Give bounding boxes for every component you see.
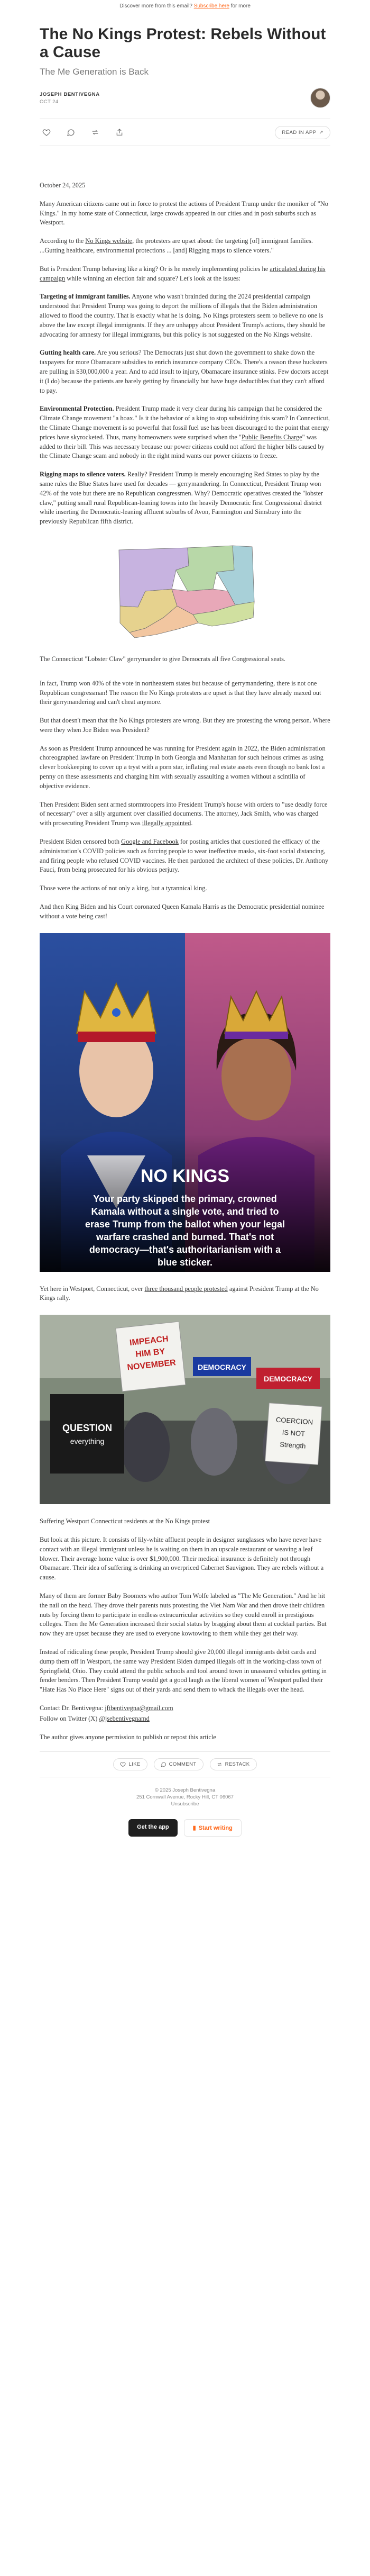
- top-banner: [0, 0, 370, 12]
- like-label: LIKE: [128, 1761, 141, 1768]
- poster-line-4: warfare crashed and burned. That's not: [96, 1231, 274, 1242]
- poster-line-2: Kamala without a single vote, and tried to: [91, 1206, 279, 1217]
- sign-impeach-line-3: NOVEMBER: [126, 1358, 177, 1372]
- sign-impeach-line-1: IMPEACH: [129, 1334, 169, 1348]
- public-benefits-link[interactable]: Public Benefits Charge: [241, 433, 302, 441]
- sign-coercion-line-3: Strength: [279, 1440, 306, 1450]
- post-footer: [40, 1751, 330, 1849]
- paragraph: [40, 837, 330, 875]
- text: Anyone who wasn't brainded during the 2024 presidential campaign understood that President Trump was going to deport the millions of illegals that the Biden administration allowed to flood the country. That is exactly what he is doing. No Kings protesters seem to believe no one is above the law except illegal immigrants. If they are unhappy about President Trump's actions, they should be advocating for amnesty for illegal immigrants, but this policy is not suggested on the No Kings website.: [40, 293, 326, 338]
- sign-democracy-1: DEMOCRACY: [198, 1363, 246, 1372]
- paragraph: And then King Biden and his Court coronated Queen Kamala Harris as the Democratic presidential nominee without a vote being cast!: [40, 903, 325, 920]
- byline: [40, 88, 330, 108]
- paragraph: [40, 470, 330, 527]
- sign-question-line-2: everything: [70, 1437, 105, 1446]
- footer-actions: [40, 1751, 330, 1777]
- text: Then President Biden sent armed stormtroopers into President Trump's house with orders to "use deadly force of necessary" over a silly argument over classified documents. The attorney, Jack Smith, who was charged with prosecuting President Trump was: [40, 800, 328, 827]
- sign-coercion-line-1: COERCION: [275, 1415, 313, 1426]
- open-arrow-icon: ↗: [319, 129, 323, 135]
- paragraph: But that doesn't mean that the No Kings protesters are wrong. But they are protesting the wrong person. Where were they when Joe Biden was President?: [40, 717, 330, 734]
- paragraph: [40, 348, 330, 395]
- contact-line: [40, 1704, 330, 1713]
- paragraph: Instead of ridiculing these people, President Trump should give 20,000 illegal immigrants debit cards and dump them off in Westport, the same way President Biden dumped illegals off in the working-class town of Springfield, Ohio. They could attend the public schools and tool around town in unassured vehicles getting in fender benders. Then President Trump would get a good laugh as the liberal women of Westport pulled their "Hate Has No Place Here" signs out of their yards and send them to whack the illegals over the head.: [40, 1648, 327, 1694]
- text: President Trump made it very clear during his campaign that he considered the Climate Change movement "a hoax." Is it the behavior of a king to stop subsidizing this scam? In Connecticut, the Climate Change movement is so powerful that fossil fuel use has been discouraged to the point that energy prices have skyrocketed. Thus, many homeowners were surprised when the ": [40, 405, 330, 441]
- poster-line-3: erase Trump from the ballot when your legal: [85, 1218, 285, 1230]
- district-map-image[interactable]: [108, 538, 262, 642]
- legal-info: [40, 1787, 330, 1807]
- subscribe-link[interactable]: Subscribe here: [193, 3, 229, 9]
- poster-line-1: Your party skipped the primary, crowned: [93, 1193, 277, 1204]
- google-facebook-link[interactable]: Google and Facebook: [121, 838, 179, 846]
- start-writing-label: Start writing: [198, 1824, 233, 1831]
- section-heading: Targeting of immigrant families.: [40, 293, 131, 301]
- protest-photo-figure: [40, 1315, 330, 1504]
- paragraph: In fact, Trump won 40% of the vote in northeastern states but because of gerrymandering, there is not one Republican congressman! The reason the No Kings protesters are upset is that they have already maxed out their gerrymandering and can't cheat anymore.: [40, 679, 321, 706]
- poster-title: NO KINGS: [140, 1165, 230, 1186]
- comment-icon[interactable]: [64, 125, 78, 139]
- section-heading: Gutting health care.: [40, 349, 96, 357]
- mailing-address: 251 Cornwall Avenue, Rocky Hill, CT 06067: [136, 1794, 234, 1801]
- section-heading: Environmental Protection.: [40, 405, 114, 413]
- protest-photo-image[interactable]: [40, 1315, 330, 1504]
- footer-like-button[interactable]: [113, 1758, 147, 1770]
- section-heading: Rigging maps to silence voters.: [40, 471, 126, 478]
- no-kings-poster-figure: [40, 933, 330, 1272]
- heart-icon: [120, 1761, 126, 1767]
- post-body: [40, 146, 330, 1742]
- comment-label: COMMENT: [169, 1761, 197, 1768]
- restack-label: RESTACK: [225, 1761, 250, 1768]
- text: Yet here in Westport, Connecticut, over: [40, 1285, 145, 1292]
- figure-caption: Suffering Westport Connecticut residents at the No Kings protest: [40, 1517, 210, 1525]
- illegally-appointed-link[interactable]: illegally appointed: [142, 819, 191, 827]
- text: against President Trump at the No Kings rally.: [40, 1285, 319, 1302]
- avatar[interactable]: [310, 88, 330, 108]
- post-title[interactable]: The No Kings Protest: Rebels Without a Cause: [40, 25, 326, 61]
- figure-caption: The Connecticut "Lobster Claw" gerrymander to give Democrats all five Congressional seats.: [40, 655, 285, 663]
- restack-icon[interactable]: [88, 125, 102, 139]
- like-icon[interactable]: [40, 125, 53, 139]
- comment-icon: [161, 1761, 166, 1767]
- campaign-link[interactable]: articulated during his campaign: [40, 265, 326, 282]
- text: Contact Dr. Bentivegna:: [40, 1704, 105, 1712]
- poster-line-5: democracy—that's authoritarianism with a: [89, 1244, 281, 1255]
- get-app-button[interactable]: Get the app: [128, 1819, 178, 1837]
- protest-count-link[interactable]: three thousand people protested: [144, 1285, 228, 1292]
- text: " was added to their bill. This was necessary because our power citizens could not afford the higher bills caused by the Climate Change scam and nobody in the right mind wants our power citizens to freeze.: [40, 433, 325, 460]
- sign-impeach-line-2: HIM BY: [135, 1347, 166, 1360]
- sign-democracy-2: DEMOCRACY: [264, 1375, 312, 1384]
- twitter-handle-link[interactable]: @jsebentivegnamd: [99, 1714, 150, 1722]
- paragraph: But look at this picture. It consists of lily-white affluent people in designer sunglasses who have never have contact with an illegal immigrant unless he is waiting on them in an upscale restaurant or weaving a leaf blower. Their average home value is over $1,900,000. Their medical insurance is definitely not through Obamacare. Their idea of suffering is drinking an overpriced Cabernet Sauvignon. They are rebels without a cause.: [40, 1536, 324, 1581]
- read-in-app-button[interactable]: [275, 126, 330, 139]
- paragraph: [40, 1285, 330, 1304]
- text: Follow on Twitter (X): [40, 1714, 99, 1722]
- text: .: [191, 819, 193, 827]
- footer-restack-button[interactable]: [210, 1758, 257, 1770]
- text: Really? President Trump is merely encouraging Red States to play by the same rules the Blue States have used for decades — gerrymandering. In Connecticut, President Trump won 42% of the vote but there are no Republican congressmen. Why? Democratic operatives created the "lobster claw," putting small rural Republican-leaning towns into the heavily Democratic first Congressional district while inserting the Democratic-leaning affluent suburbs of Avon, Farmington and Simsbury into the previously Republican fifth district.: [40, 471, 323, 526]
- author-name[interactable]: JOSEPH BENTIVEGNA: [40, 91, 100, 97]
- post-header: [40, 12, 330, 146]
- contact-email-link[interactable]: jftbentivegna@gmail.com: [105, 1704, 173, 1712]
- post-date: OCT 24: [40, 98, 59, 105]
- text: According to the: [40, 237, 86, 245]
- banner-text: Discover more from this email?: [119, 3, 192, 9]
- permission-note: The author gives anyone permission to publish or repost this article: [40, 1733, 216, 1741]
- text: Are you serious? The Democrats just shut down the government to shake down the taxpayers for more Obamacare subsidies to enrich insurance company CEOs. There's a reason these hucksters are pulling in $30,000,000 a year. And to add insult to injury, Obamacare insurance stinks. Few doctors accept it (I do) because the patients are barely getting by financially but have huge deductibles that they can't afford to pay.: [40, 349, 329, 394]
- cta-row: [40, 1819, 330, 1849]
- article-date: October 24, 2025: [40, 182, 86, 189]
- action-bar: [40, 119, 330, 146]
- no-kings-website-link[interactable]: No Kings website: [85, 237, 133, 245]
- footer-comment-button[interactable]: [154, 1758, 204, 1770]
- follow-line: [40, 1714, 330, 1724]
- banner-suffix: for more: [230, 3, 251, 9]
- text: President Biden censored both: [40, 838, 122, 846]
- restack-icon: [217, 1761, 223, 1767]
- no-kings-poster-image[interactable]: [40, 933, 330, 1272]
- paragraph: Many American citizens came out in force to protest the actions of President Trump under the moniker of "No Kings." In my home state of Connecticut, large crowds appeared in our cities and in posh suburbs such as Westport.: [40, 200, 328, 227]
- paragraph: Many of them are former Baby Boomers who author Tom Wolfe labeled as "The Me Generation." And he hit the nail on the head. They drove their parents nuts protesting the Viet Nam War and then drove their children nuts by forcing them to participate in endless extracurricular activities so they could enroll in prestigious colleges. Then the Me Generation increased their social status by bragging about them at cocktail parties. But now they are upset because they are used to everyone kowtowing to them while they get their way.: [40, 1592, 327, 1638]
- sign-coercion-line-2: IS NOT: [282, 1428, 306, 1438]
- text: But is President Trump behaving like a king? Or is he merely implementing policies he: [40, 265, 270, 273]
- paragraph: [40, 237, 330, 256]
- text: for posting articles that questioned the efficacy of the administration's COVID policies such as forcing people to wear ineffective masks, six-foot social distancing, and firing people who refused COVID vaccines. He then pardoned the architect of these policies, Dr. Anthony Fauci, from being prosecuted for his obvious perjury.: [40, 838, 329, 874]
- share-icon[interactable]: [113, 125, 126, 139]
- post-subtitle: The Me Generation is Back: [40, 67, 149, 77]
- paragraph: [40, 800, 330, 828]
- poster-line-6: blue sticker.: [157, 1257, 213, 1268]
- copyright: © 2025 Joseph Bentivegna: [154, 1787, 216, 1794]
- paragraph: [40, 404, 330, 461]
- district-map-figure: [40, 538, 330, 642]
- paragraph: [40, 265, 330, 284]
- paragraph: As soon as President Trump announced he was running for President again in 2022, the Biden administration choreographed lawfare on President Trump in both Georgia and Manhattan for such heinous crimes as using clever bookkeeping to cover up a tryst with a porn star, inflating real estate assets even though no bank lost a penny on these assessments and charging him with sexually assaulting a women without a scintilla of objective evidence.: [40, 744, 326, 790]
- start-writing-button[interactable]: [184, 1819, 242, 1837]
- paragraph: [40, 292, 330, 339]
- paragraph: Those were the actions of not only a king, but a tyrannical king.: [40, 884, 207, 892]
- read-in-app-label: READ IN APP: [282, 129, 317, 135]
- unsubscribe-link[interactable]: Unsubscribe: [171, 1801, 199, 1807]
- text: , the protesters are upset about: the targeting [of] immigrant families. ...Gutting healthcare, environmental protections ... [and] Rigging maps to silence voters.": [40, 237, 313, 254]
- sign-question-line-1: QUESTION: [62, 1423, 113, 1434]
- text: while winning an election fair and square? Let's look at the issues:: [65, 274, 241, 282]
- substack-logo-icon: ▮: [192, 1825, 196, 1832]
